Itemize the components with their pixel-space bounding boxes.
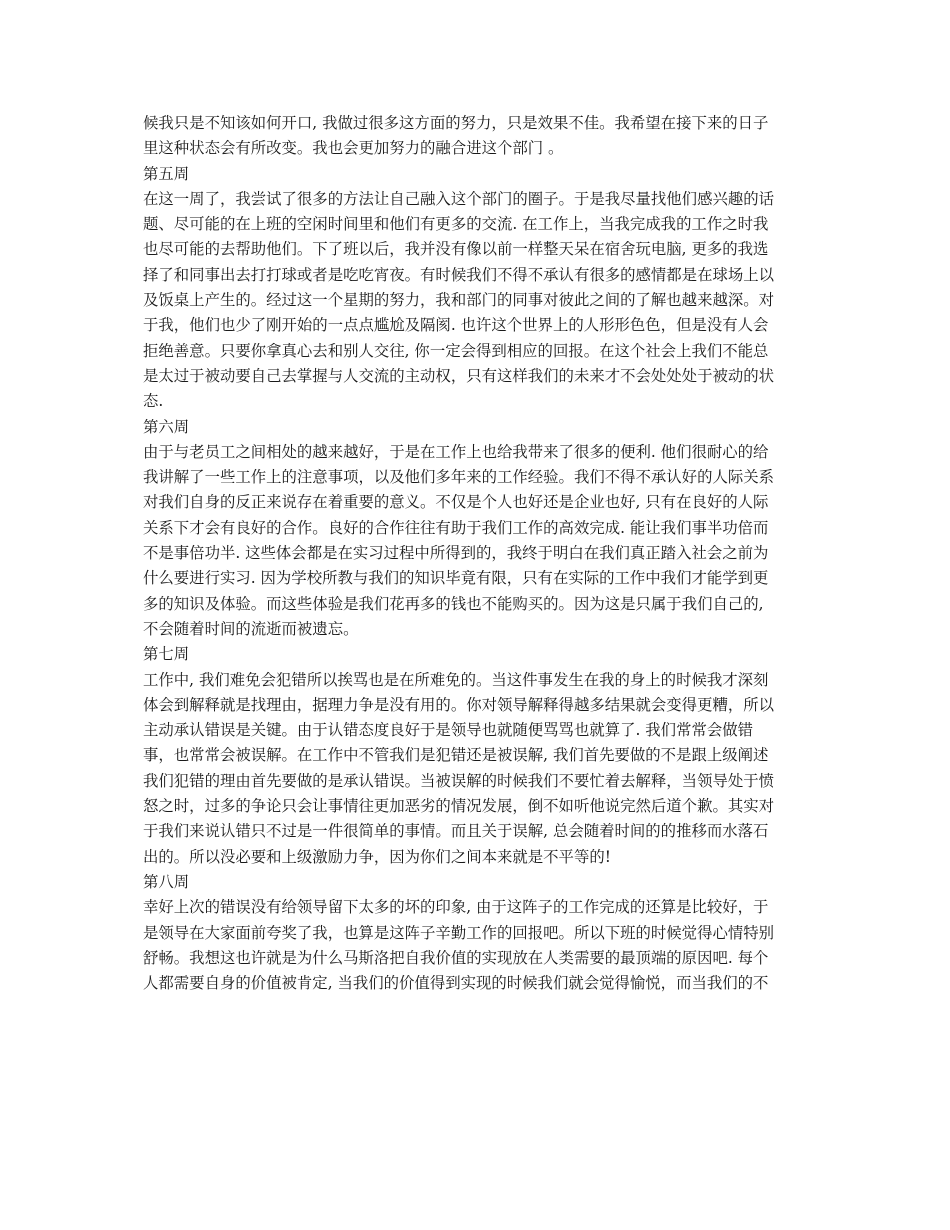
paragraph bbox=[143, 187, 811, 415]
paragraph bbox=[143, 111, 811, 162]
text-line: 在这一周了，我尝试了很多的方法让自己融入这个部门的圈子。于是我尽量找他们感兴趣的话 bbox=[143, 189, 775, 208]
section-heading-week-8: 第八周 bbox=[143, 872, 190, 891]
text-line: 于我们来说认错只不过是一件很简单的事情。而且关于误解, 总会随着时间的的推移而水落石 bbox=[143, 822, 769, 841]
document-body bbox=[143, 111, 811, 996]
paragraph bbox=[143, 440, 811, 642]
text-line: 我们犯错的理由首先要做的是承认错误。当被误解的时候我们不要忙着去解释，当领导处于愤 bbox=[143, 771, 775, 790]
text-line: 事，也常常会被误解。在工作中不管我们是犯错还是被误解, 我们首先要做的不是跟上级阐述 bbox=[143, 746, 769, 765]
text-line: 幸好上次的错误没有给领导留下太多的坏的印象, 由于这阵子的工作完成的还算是比较好，于 bbox=[143, 898, 769, 917]
paragraph bbox=[143, 895, 811, 996]
text-line: 出的。所以没必要和上级激励力争，因为你们之间本来就是不平等的! bbox=[143, 847, 611, 866]
text-line: 择了和同事出去打打球或者是吃吃宵夜。有时候我们不得不承认有很多的感情都是在球场上以 bbox=[143, 265, 775, 284]
text-line: 不会随着时间的流逝而被遗忘。 bbox=[143, 619, 359, 638]
text-line: 怒之时，过多的争论只会让事情往更加恶劣的情况发展，倒不如听他说完然后道个歉。其实对 bbox=[143, 797, 775, 816]
text-line: 及饭桌上产生的。经过这一个星期的努力，我和部门的同事对彼此之间的了解也越来越深。对 bbox=[143, 291, 775, 310]
text-line: 我讲解了一些工作上的注意事项，以及他们多年来的工作经验。我们不得不承认好的人际关系 bbox=[143, 468, 775, 487]
text-line: 体会到解释就是找理由，据理力争是没有用的。你对领导解释得越多结果就会变得更糟，所以 bbox=[143, 695, 775, 714]
text-line: 是太过于被动要自己去掌握与人交流的主动权，只有这样我们的未来才不会处处处于被动的状 bbox=[143, 366, 775, 385]
text-line: 拒绝善意。只要你拿真心去和别人交往, 你一定会得到相应的回报。在这个社会上我们不能总 bbox=[143, 341, 769, 360]
text-line: 由于与老员工之间相处的越来越好，于是在工作上也给我带来了很多的便利. 他们很耐心的给 bbox=[143, 442, 769, 461]
text-line: 什么要进行实习. 因为学校所教与我们的知识毕竟有限，只有在实际的工作中我们才能学到更 bbox=[143, 569, 769, 588]
text-line: 题、尽可能的在上班的空闲时间里和他们有更多的交流. 在工作上，当我完成我的工作之时我 bbox=[143, 215, 769, 234]
text-line: 关系下才会有良好的合作。良好的合作往往有助于我们工作的高效完成. 能让我们事半功倍而 bbox=[143, 518, 769, 537]
text-line: 候我只是不知该如何开口, 我做过很多这方面的努力，只是效果不佳。我希望在接下来的日子 bbox=[143, 114, 769, 132]
text-line: 主动承认错误是关键。由于认错态度良好于是领导也就随便骂骂也就算了. 我们常常会做错 bbox=[143, 721, 754, 740]
text-line: 里这种状态会有所改变。我也会更加努力的融合进这个部门 。 bbox=[143, 139, 564, 158]
text-line: 是领导在大家面前夸奖了我，也算是这阵子辛勤工作的回报吧。所以下班的时候觉得心情特别 bbox=[143, 923, 775, 942]
section-heading-week-7: 第七周 bbox=[143, 645, 190, 664]
text-line: 对我们自身的反正来说存在着重要的意义。不仅是个人也好还是企业也好, 只有在良好的人际 bbox=[143, 493, 769, 512]
text-line: 不是事倍功半. 这些体会都是在实习过程中所得到的，我终于明白在我们真正踏入社会之前为 bbox=[143, 544, 769, 563]
section-heading-week-6: 第六周 bbox=[143, 417, 190, 436]
text-line: 态. bbox=[143, 392, 164, 411]
text-line: 工作中, 我们难免会犯错所以挨骂也是在所难免的。当这件事发生在我的身上的时候我才深刻 bbox=[143, 670, 769, 689]
paragraph bbox=[143, 668, 811, 870]
text-line: 舒畅。我想这也许就是为什么马斯洛把自我价值的实现放在人类需要的最顶端的原因吧. 每个 bbox=[143, 948, 769, 967]
text-line: 于我，他们也少了刚开始的一点点尴尬及隔阂. 也许这个世界上的人形形色色，但是没有人会 bbox=[143, 316, 769, 335]
section-heading-week-5: 第五周 bbox=[143, 164, 190, 183]
text-line: 多的知识及体验。而这些体验是我们花再多的钱也不能购买的。因为这是只属于我们自己的, bbox=[143, 594, 764, 613]
text-line: 也尽可能的去帮助他们。下了班以后，我并没有像以前一样整天呆在宿舍玩电脑, 更多的我选 bbox=[143, 240, 769, 259]
text-line: 人都需要自身的价值被肯定, 当我们的价值得到实现的时候我们就会觉得愉悦，而当我们的不 bbox=[143, 974, 769, 993]
